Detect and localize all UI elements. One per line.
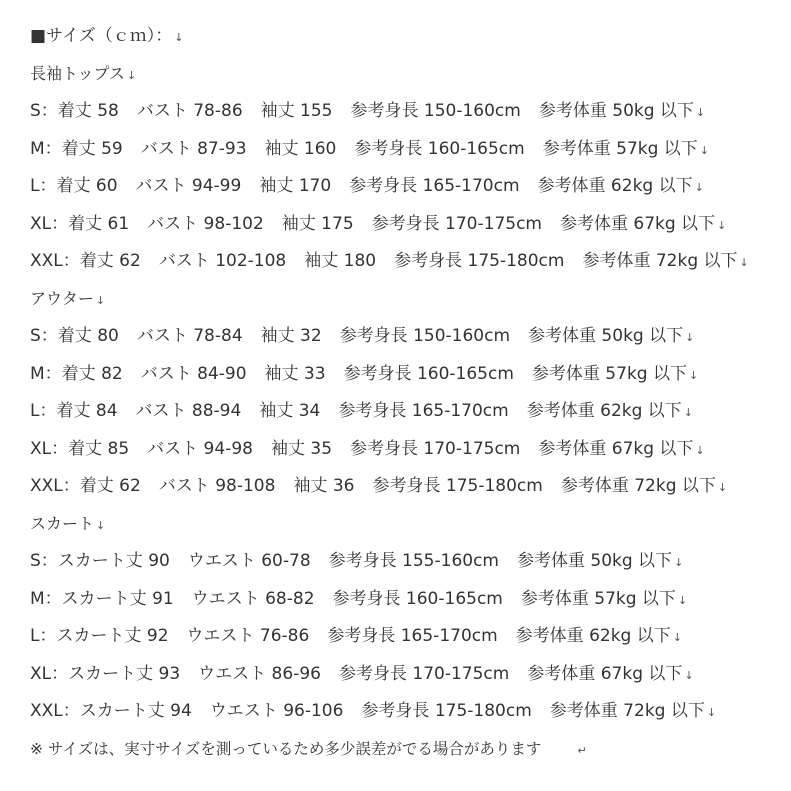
size-measure: 参考身長 165-170cm [349,176,520,196]
line-break-mark: ↓ [672,631,682,644]
size-measure: 参考体重 50kg 以下 [516,551,673,571]
line-break-mark: ↓ [684,668,694,682]
line-break-mark: ↓ [685,331,695,344]
size-measure: 袖丈 35 [270,438,333,459]
line-break-mark: ↓ [96,518,106,532]
line-break-mark: ↓ [674,556,684,569]
size-measure: バスト 102-108 [158,251,287,271]
section-heading: 長袖トップス [30,63,125,83]
size-length: XXL：着丈 62 [30,251,141,271]
size-length: L：着丈 84 [30,401,118,421]
size-measure: バスト 98-102 [147,213,264,234]
size-measure: 袖丈 180 [304,251,377,271]
size-measure: ウエスト 96-106 [209,701,344,721]
size-measure: 参考体重 62kg 以下 [537,176,693,196]
size-measure: 袖丈 32 [260,326,322,346]
size-length: L：着丈 60 [30,176,118,196]
size-row [30,623,780,661]
size-length: XXL：スカート丈 94 [30,701,192,721]
size-measure: 参考身長 150-160cm [339,326,511,346]
size-sections [30,61,780,736]
size-measure: 袖丈 34 [259,401,321,421]
size-length: XL：着丈 61 [30,213,130,234]
size-measure: 参考体重 72kg 以下 [582,251,738,271]
section-heading: スカート [30,513,95,533]
size-measure: 参考身長 170-175cm [371,213,542,234]
line-break-mark: ↓ [683,406,694,419]
size-length: S：着丈 80 [30,326,119,346]
size-measure: 袖丈 170 [259,176,332,196]
size-measure: 参考体重 72kg 以下 [560,476,716,496]
size-measure: 参考体重 67kg 以下 [527,663,683,684]
size-row [30,473,780,511]
line-break-mark: ↓ [699,143,710,157]
line-break-mark: ↓ [126,68,137,82]
size-row [30,323,780,361]
size-measure: バスト 88-94 [135,401,242,421]
section-heading: アウター [30,288,94,308]
size-row [30,248,780,286]
line-break-mark: ↓ [174,31,184,44]
size-measure: 参考体重 67kg 以下 [559,213,716,234]
size-measure: 参考身長 165-170cm [327,626,498,646]
size-length: S：スカート丈 90 [30,551,170,571]
size-measure: 参考身長 175-180cm [394,251,565,271]
size-measure: ウエスト 76-86 [186,626,310,646]
size-measure: 参考身長 160-165cm [343,363,514,384]
line-break-mark: ↓ [688,368,699,382]
size-measure: 袖丈 175 [281,213,354,234]
size-measure: バスト 78-84 [136,326,243,346]
size-row [30,661,780,699]
size-measure: ウエスト 68-82 [191,588,315,609]
size-row [30,698,780,736]
paragraph-end-mark: ↵ [577,743,587,757]
size-row [30,398,780,436]
size-measure: 袖丈 36 [293,476,355,496]
size-note: ※ サイズは、実寸サイズを測っているため多少誤差がでる場合があります [30,739,542,758]
size-length: M：スカート丈 91 [30,588,174,609]
size-measure: 参考体重 57kg 以下 [520,588,676,609]
size-measure: 参考体重 50kg 以下 [538,101,694,121]
size-measure: ウエスト 60-78 [187,551,311,571]
size-measure: 参考身長 170-175cm [350,438,521,459]
size-measure: バスト 94-98 [147,438,253,459]
size-measure: 袖丈 33 [264,363,326,384]
size-measure: バスト 98-108 [158,476,276,496]
line-break-mark: ↓ [695,106,706,119]
size-row [30,548,780,586]
line-break-mark: ↓ [694,181,704,194]
size-length: L：スカート丈 92 [30,626,169,646]
size-measure: 参考体重 62kg 以下 [515,626,671,646]
size-measure: 参考身長 160-165cm [332,588,503,609]
size-measure: ウエスト 86-96 [198,663,321,684]
size-measure: 参考身長 165-170cm [338,401,509,421]
line-break-mark: ↓ [677,593,688,607]
size-chart [30,23,780,773]
size-measure: 参考身長 175-180cm [361,701,532,721]
size-measure: 参考体重 50kg 以下 [528,326,684,346]
section-heading-line [30,511,780,549]
line-break-mark: ↓ [706,706,717,719]
size-length: XL：スカート丈 93 [30,663,181,684]
size-measure: 参考身長 155-160cm [328,551,499,571]
size-measure: バスト 87-93 [140,138,247,159]
size-row [30,211,780,249]
size-row [30,98,780,136]
size-measure: 参考体重 62kg 以下 [526,401,682,421]
size-length: M：着丈 82 [30,363,123,384]
size-measure: 参考身長 170-175cm [338,663,510,684]
section-heading-line [30,61,780,99]
size-measure: 袖丈 155 [260,101,333,121]
size-length: M：着丈 59 [30,138,123,159]
size-measure: バスト 78-86 [136,101,243,121]
size-row [30,136,780,174]
line-break-mark: ↓ [739,256,749,269]
size-chart-title: ■サイズ（ｃｍ）： [30,26,173,46]
size-measure: 参考体重 57kg 以下 [542,138,698,159]
note-line [30,736,780,774]
size-measure: 参考身長 150-160cm [350,101,521,121]
size-chart-title-line [30,23,780,61]
size-length: S：着丈 58 [30,101,119,121]
line-break-mark: ↓ [717,218,727,232]
size-measure: 参考身長 175-180cm [372,476,543,496]
line-break-mark: ↓ [717,481,728,494]
section-heading-line [30,286,780,324]
size-measure: 参考体重 72kg 以下 [549,701,705,721]
size-measure: バスト 84-90 [140,363,247,384]
size-measure: 参考体重 57kg 以下 [531,363,687,384]
size-row [30,361,780,399]
size-row [30,436,780,474]
line-break-mark: ↓ [95,293,106,307]
size-measure: バスト 94-99 [135,176,242,196]
size-measure: 袖丈 160 [264,138,337,159]
size-measure: 参考身長 160-165cm [354,138,525,159]
size-length: XXL：着丈 62 [30,476,141,496]
line-break-mark: ↓ [695,443,705,457]
size-row [30,586,780,624]
size-length: XL：着丈 85 [30,438,130,459]
size-measure: 参考体重 67kg 以下 [538,438,694,459]
size-row [30,173,780,211]
